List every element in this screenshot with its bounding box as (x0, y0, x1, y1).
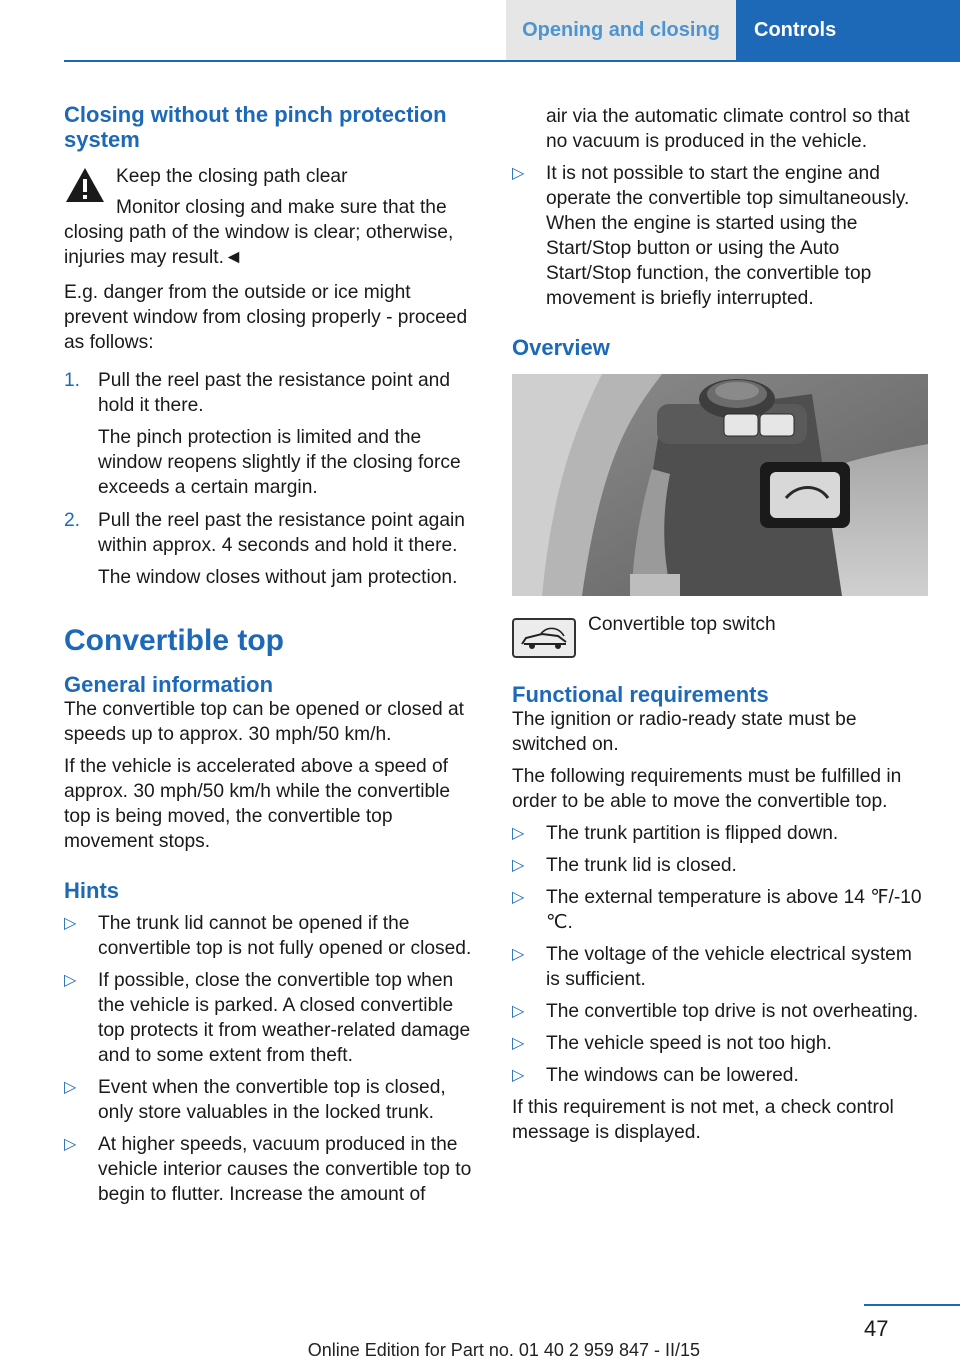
general-paragraph-2: If the vehicle is accelerated above a speed of approx. 30 mph/50 km/h while the convertible top is being moved, the convertible top movement stops. (64, 756, 451, 852)
step-text: Pull the reel past the resistance point again within approx. 4 seconds and hold it there. (98, 510, 465, 556)
heading-general: General information (64, 672, 274, 697)
bullet-triangle-icon: ▷ (64, 1079, 77, 1096)
warning-text: Monitor closing and make sure that the (116, 197, 447, 218)
step-note: The pinch protection is limited and the window reopens slightly if the closing force exceeds a certain margin. (98, 427, 461, 498)
list-item: ▷ At higher speeds, vacuum produced in the vehicle interior causes the convertible top to begin to flutter. Increase the amount of (64, 1134, 472, 1205)
intro-text: E.g. danger from the outside or ice might prevent window from closing properly - proceed as follows: (64, 282, 468, 353)
edition-text: Online Edition for Part no. 01 40 2 959 847 - II/15 (307, 1340, 700, 1360)
footer-rule (864, 1304, 960, 1306)
req-paragraph-2: The following requirements must be fulfilled in order to be able to move the convertible top. (512, 766, 902, 812)
step-note: The window closes without jam protection. (98, 567, 458, 588)
caption-convertible-top-switch: Convertible top switch (588, 614, 776, 635)
list-item: ▷ The trunk lid cannot be opened if the convertible top is not fully opened or closed. (64, 913, 472, 959)
requirements-list (512, 821, 928, 1088)
left-column (64, 102, 478, 1207)
chapter-tab[interactable]: Controls (736, 0, 960, 60)
list-item: ▷ The voltage of the vehicle electrical system is sufficient. (512, 944, 912, 990)
bullet-triangle-icon: ▷ (512, 825, 525, 842)
hints-list (64, 911, 478, 1207)
bullet-triangle-icon: ▷ (512, 1003, 525, 1020)
list-item: ▷ The trunk partition is flipped down. (512, 823, 839, 844)
bullet-triangle-icon: ▷ (512, 1067, 525, 1084)
hints-list-continued (512, 161, 928, 311)
center-console-photo (512, 374, 928, 596)
list-item (64, 368, 478, 500)
bullet-triangle-icon: ▷ (512, 1035, 525, 1052)
bullet-triangle-icon: ▷ (512, 946, 525, 963)
step-number: 1. (64, 370, 81, 391)
right-column (512, 104, 928, 1145)
req-footer: If this requirement is not met, a check control message is displayed. (512, 1097, 894, 1143)
general-paragraph-1: The convertible top can be opened or closed at speeds up to approx. 30 mph/50 km/h. (64, 699, 465, 745)
convertible-top-switch-icon (512, 618, 576, 658)
list-item: ▷ Event when the convertible top is closed, only store valuables in the locked trunk. (64, 1077, 446, 1123)
step-text: Pull the reel past the resistance point and hold it there. (98, 370, 450, 416)
warning-block (64, 164, 478, 220)
heading-convertible: Convertible top (64, 624, 285, 657)
heading-hints: Hints (64, 878, 119, 903)
header-rule (64, 60, 960, 62)
bullet-triangle-icon: ▷ (64, 972, 77, 989)
req-paragraph-1: The ignition or radio-ready state must be switched on. (512, 709, 857, 755)
list-item: ▷ The external temperature is above 14 ℉/-10 ℃. (512, 887, 922, 933)
list-item: ▷ If possible, close the convertible top when the vehicle is parked. A closed convertible top protects it from weather-related damage and to some extent from theft. (64, 970, 471, 1066)
bullet-triangle-icon: ▷ (64, 1136, 77, 1153)
warning-continued: closing path of the window is clear; otherwise, injuries may result.◄ (64, 222, 454, 268)
list-item: ▷ The vehicle speed is not too high. (512, 1033, 832, 1054)
bullet-triangle-icon: ▷ (512, 889, 525, 906)
list-item: ▷ The trunk lid is closed. (512, 855, 737, 876)
section-tab[interactable]: Opening and closing (506, 0, 736, 60)
step-number: 2. (64, 510, 81, 531)
caption-row (512, 612, 928, 656)
list-item: ▷ It is not possible to start the engine and operate the convertible top simultaneously. When the engine is started using the Start/Stop button or using the Auto Start/Stop function, the convertible top movement is briefly interrupted. (512, 163, 910, 309)
list-item (64, 508, 478, 590)
page-header (0, 0, 960, 62)
heading-requirements: Functional requirements (512, 682, 769, 707)
bullet-triangle-icon: ▷ (512, 165, 525, 182)
list-item: ▷ The convertible top drive is not overheating. (512, 1001, 919, 1022)
warning-icon (64, 166, 106, 204)
steps-list (64, 368, 478, 590)
warning-title: Keep the closing path clear (116, 166, 348, 187)
bullet-triangle-icon: ▷ (64, 915, 77, 932)
list-item: ▷ The windows can be lowered. (512, 1065, 799, 1086)
bullet-triangle-icon: ▷ (512, 857, 525, 874)
heading-pinch: Closing without the pinch protection system (64, 102, 447, 152)
page-number: 47 (864, 1316, 889, 1341)
heading-overview: Overview (512, 335, 610, 360)
hint-continued: air via the automatic climate control so that no vacuum is produced in the vehicle. (546, 106, 910, 152)
